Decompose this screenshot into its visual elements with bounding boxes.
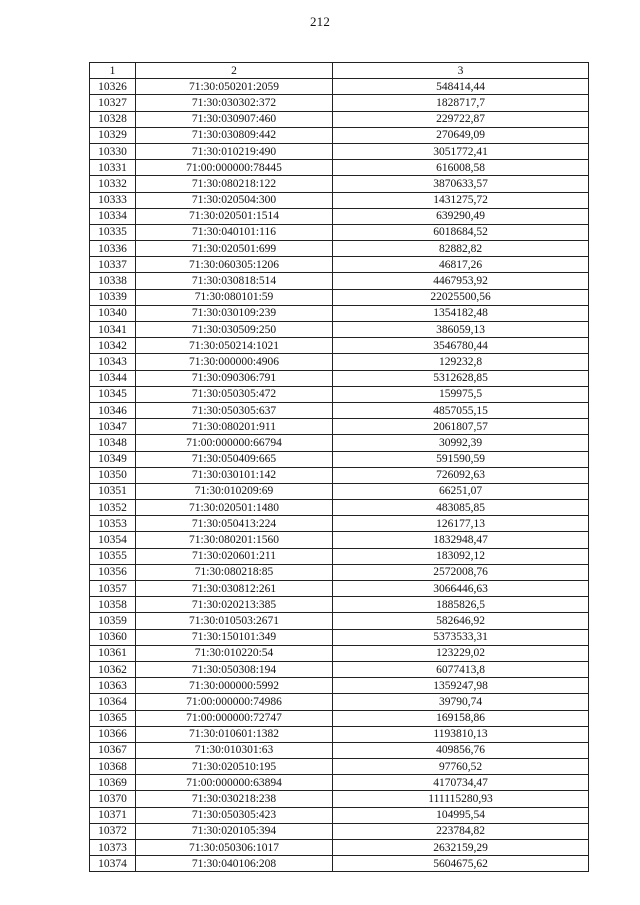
cadastral-number-cell: 71:30:030302:372 [136, 95, 333, 111]
row-number-cell: 10338 [90, 273, 136, 289]
cadastral-number-cell: 71:30:030809:442 [136, 127, 333, 143]
table-row [90, 160, 589, 176]
table-row [90, 419, 589, 435]
value-cell: 386059,13 [333, 322, 589, 338]
row-number-cell: 10329 [90, 127, 136, 143]
table-row [90, 127, 589, 143]
table-row [90, 143, 589, 159]
value-cell: 4170734,47 [333, 775, 589, 791]
row-number-cell: 10350 [90, 467, 136, 483]
cadastral-number-cell: 71:00:000000:74986 [136, 694, 333, 710]
cadastral-number-cell: 71:30:020510:195 [136, 759, 333, 775]
table-row [90, 386, 589, 402]
cadastral-number-cell: 71:00:000000:66794 [136, 435, 333, 451]
cadastral-number-cell: 71:30:050305:472 [136, 386, 333, 402]
row-number-cell: 10373 [90, 840, 136, 856]
value-cell: 3051772,41 [333, 143, 589, 159]
value-cell: 97760,52 [333, 759, 589, 775]
cadastral-number-cell: 71:30:080201:911 [136, 419, 333, 435]
column-header-1: 1 [90, 63, 136, 79]
row-number-cell: 10356 [90, 564, 136, 580]
row-number-cell: 10335 [90, 224, 136, 240]
value-cell: 3870633,57 [333, 176, 589, 192]
row-number-cell: 10374 [90, 856, 136, 872]
table-row [90, 840, 589, 856]
row-number-cell: 10328 [90, 111, 136, 127]
cadastral-number-cell: 71:30:020213:385 [136, 597, 333, 613]
table-row [90, 548, 589, 564]
row-number-cell: 10347 [90, 419, 136, 435]
row-number-cell: 10359 [90, 613, 136, 629]
value-cell: 30992,39 [333, 435, 589, 451]
row-number-cell: 10342 [90, 338, 136, 354]
row-number-cell: 10368 [90, 759, 136, 775]
cadastral-number-cell: 71:30:080218:122 [136, 176, 333, 192]
column-header-2: 2 [136, 63, 333, 79]
table-row [90, 289, 589, 305]
row-number-cell: 10351 [90, 483, 136, 499]
table-row [90, 629, 589, 645]
table-row [90, 726, 589, 742]
cadastral-number-cell: 71:30:030818:514 [136, 273, 333, 289]
value-cell: 229722,87 [333, 111, 589, 127]
cadastral-number-cell: 71:30:020501:1514 [136, 208, 333, 224]
table-row [90, 564, 589, 580]
table-row [90, 581, 589, 597]
value-cell: 1828717,7 [333, 95, 589, 111]
cadastral-number-cell: 71:30:150101:349 [136, 629, 333, 645]
table-row [90, 678, 589, 694]
table-row [90, 224, 589, 240]
table-row [90, 823, 589, 839]
row-number-cell: 10352 [90, 500, 136, 516]
value-cell: 5373533,31 [333, 629, 589, 645]
cadastral-number-cell: 71:30:040101:116 [136, 224, 333, 240]
value-cell: 4467953,92 [333, 273, 589, 289]
value-cell: 6077413,8 [333, 661, 589, 677]
row-number-cell: 10358 [90, 597, 136, 613]
table-row [90, 354, 589, 370]
value-cell: 726092,63 [333, 467, 589, 483]
value-cell: 3546780,44 [333, 338, 589, 354]
row-number-cell: 10362 [90, 661, 136, 677]
cadastral-number-cell: 71:30:050305:637 [136, 402, 333, 418]
row-number-cell: 10353 [90, 516, 136, 532]
table-row [90, 856, 589, 872]
value-cell: 582646,92 [333, 613, 589, 629]
row-number-cell: 10366 [90, 726, 136, 742]
table-row [90, 645, 589, 661]
value-cell: 46817,26 [333, 257, 589, 273]
table-row [90, 613, 589, 629]
table-row [90, 176, 589, 192]
cadastral-number-cell: 71:30:030109:239 [136, 305, 333, 321]
cadastral-number-cell: 71:30:030218:238 [136, 791, 333, 807]
column-header-3: 3 [333, 63, 589, 79]
cadastral-number-cell: 71:30:080101:59 [136, 289, 333, 305]
cadastral-number-cell: 71:00:000000:72747 [136, 710, 333, 726]
cadastral-number-cell: 71:30:050306:1017 [136, 840, 333, 856]
table-row [90, 775, 589, 791]
row-number-cell: 10370 [90, 791, 136, 807]
cadastral-number-cell: 71:30:020105:394 [136, 823, 333, 839]
row-number-cell: 10343 [90, 354, 136, 370]
table-row [90, 759, 589, 775]
row-number-cell: 10360 [90, 629, 136, 645]
table-row [90, 451, 589, 467]
page-number: 212 [309, 14, 331, 29]
value-cell: 409856,76 [333, 742, 589, 758]
value-cell: 2632159,29 [333, 840, 589, 856]
cadastral-number-cell: 71:30:050305:423 [136, 807, 333, 823]
row-number-cell: 10341 [90, 322, 136, 338]
cadastral-number-cell: 71:30:050214:1021 [136, 338, 333, 354]
value-cell: 483085,85 [333, 500, 589, 516]
row-number-cell: 10363 [90, 678, 136, 694]
value-cell: 82882,82 [333, 241, 589, 257]
table-row [90, 694, 589, 710]
row-number-cell: 10346 [90, 402, 136, 418]
value-cell: 591590,59 [333, 451, 589, 467]
value-cell: 616008,58 [333, 160, 589, 176]
value-cell: 111115280,93 [333, 791, 589, 807]
cadastral-number-cell: 71:30:040106:208 [136, 856, 333, 872]
row-number-cell: 10332 [90, 176, 136, 192]
row-number-cell: 10330 [90, 143, 136, 159]
cadastral-number-cell: 71:00:000000:63894 [136, 775, 333, 791]
table-row [90, 273, 589, 289]
value-cell: 548414,44 [333, 79, 589, 95]
row-number-cell: 10348 [90, 435, 136, 451]
cadastral-number-cell: 71:30:050409:665 [136, 451, 333, 467]
table-row [90, 402, 589, 418]
table-row [90, 500, 589, 516]
table-row [90, 95, 589, 111]
row-number-cell: 10340 [90, 305, 136, 321]
row-number-cell: 10372 [90, 823, 136, 839]
value-cell: 3066446,63 [333, 581, 589, 597]
value-cell: 1832948,47 [333, 532, 589, 548]
value-cell: 2572008,76 [333, 564, 589, 580]
table-row [90, 338, 589, 354]
table-row [90, 742, 589, 758]
row-number-cell: 10369 [90, 775, 136, 791]
table-row [90, 483, 589, 499]
value-cell: 2061807,57 [333, 419, 589, 435]
table-row [90, 532, 589, 548]
cadastral-number-cell: 71:30:030101:142 [136, 467, 333, 483]
row-number-cell: 10334 [90, 208, 136, 224]
row-number-cell: 10337 [90, 257, 136, 273]
cadastral-number-cell: 71:30:060305:1206 [136, 257, 333, 273]
cadastral-number-cell: 71:30:010503:2671 [136, 613, 333, 629]
value-cell: 159975,5 [333, 386, 589, 402]
table-row [90, 467, 589, 483]
row-number-cell: 10345 [90, 386, 136, 402]
row-number-cell: 10354 [90, 532, 136, 548]
table-row [90, 305, 589, 321]
value-cell: 1431275,72 [333, 192, 589, 208]
value-cell: 5312628,85 [333, 370, 589, 386]
cadastral-number-cell: 71:30:020501:699 [136, 241, 333, 257]
table-row [90, 791, 589, 807]
cadastral-number-cell: 71:30:080218:85 [136, 564, 333, 580]
value-cell: 1885826,5 [333, 597, 589, 613]
cadastral-number-cell: 71:30:080201:1560 [136, 532, 333, 548]
table-row [90, 370, 589, 386]
cadastral-number-cell: 71:30:050413:224 [136, 516, 333, 532]
value-cell: 5604675,62 [333, 856, 589, 872]
table-row [90, 257, 589, 273]
cadastral-number-cell: 71:30:010601:1382 [136, 726, 333, 742]
row-number-cell: 10361 [90, 645, 136, 661]
row-number-cell: 10364 [90, 694, 136, 710]
cadastral-number-cell: 71:30:030509:250 [136, 322, 333, 338]
row-number-cell: 10365 [90, 710, 136, 726]
cadastral-number-cell: 71:30:030907:460 [136, 111, 333, 127]
cadastral-number-cell: 71:30:000000:4906 [136, 354, 333, 370]
row-number-cell: 10367 [90, 742, 136, 758]
row-number-cell: 10344 [90, 370, 136, 386]
cadastral-number-cell: 71:30:020501:1480 [136, 500, 333, 516]
cadastral-number-cell: 71:00:000000:78445 [136, 160, 333, 176]
row-number-cell: 10339 [90, 289, 136, 305]
cadastral-number-cell: 71:30:010301:63 [136, 742, 333, 758]
table-row [90, 597, 589, 613]
table-row [90, 661, 589, 677]
table-row [90, 516, 589, 532]
row-number-cell: 10371 [90, 807, 136, 823]
value-cell: 639290,49 [333, 208, 589, 224]
cadastral-number-cell: 71:30:050308:194 [136, 661, 333, 677]
value-cell: 129232,8 [333, 354, 589, 370]
table-row [90, 435, 589, 451]
row-number-cell: 10355 [90, 548, 136, 564]
value-cell: 223784,82 [333, 823, 589, 839]
table-row [90, 79, 589, 95]
row-number-cell: 10326 [90, 79, 136, 95]
value-cell: 4857055,15 [333, 402, 589, 418]
table-row [90, 192, 589, 208]
value-cell: 126177,13 [333, 516, 589, 532]
cadastral-number-cell: 71:30:030812:261 [136, 581, 333, 597]
data-table [89, 62, 589, 872]
table-body [90, 79, 589, 872]
value-cell: 169158,86 [333, 710, 589, 726]
cadastral-number-cell: 71:30:020504:300 [136, 192, 333, 208]
cadastral-number-cell: 71:30:020601:211 [136, 548, 333, 564]
value-cell: 39790,74 [333, 694, 589, 710]
table-row [90, 807, 589, 823]
value-cell: 270649,09 [333, 127, 589, 143]
row-number-cell: 10327 [90, 95, 136, 111]
cadastral-number-cell: 71:30:010219:490 [136, 143, 333, 159]
value-cell: 104995,54 [333, 807, 589, 823]
table-row [90, 241, 589, 257]
value-cell: 1354182,48 [333, 305, 589, 321]
cadastral-number-cell: 71:30:000000:5992 [136, 678, 333, 694]
value-cell: 123229,02 [333, 645, 589, 661]
value-cell: 66251,07 [333, 483, 589, 499]
value-cell: 1193810,13 [333, 726, 589, 742]
table-row [90, 111, 589, 127]
table-header-row [90, 63, 589, 79]
row-number-cell: 10336 [90, 241, 136, 257]
cadastral-number-cell: 71:30:010209:69 [136, 483, 333, 499]
value-cell: 22025500,56 [333, 289, 589, 305]
value-cell: 6018684,52 [333, 224, 589, 240]
row-number-cell: 10349 [90, 451, 136, 467]
row-number-cell: 10357 [90, 581, 136, 597]
cadastral-number-cell: 71:30:090306:791 [136, 370, 333, 386]
value-cell: 1359247,98 [333, 678, 589, 694]
value-cell: 183092,12 [333, 548, 589, 564]
cadastral-number-cell: 71:30:050201:2059 [136, 79, 333, 95]
row-number-cell: 10331 [90, 160, 136, 176]
cadastral-number-cell: 71:30:010220:54 [136, 645, 333, 661]
table-row [90, 710, 589, 726]
table-row [90, 208, 589, 224]
table-row [90, 322, 589, 338]
row-number-cell: 10333 [90, 192, 136, 208]
